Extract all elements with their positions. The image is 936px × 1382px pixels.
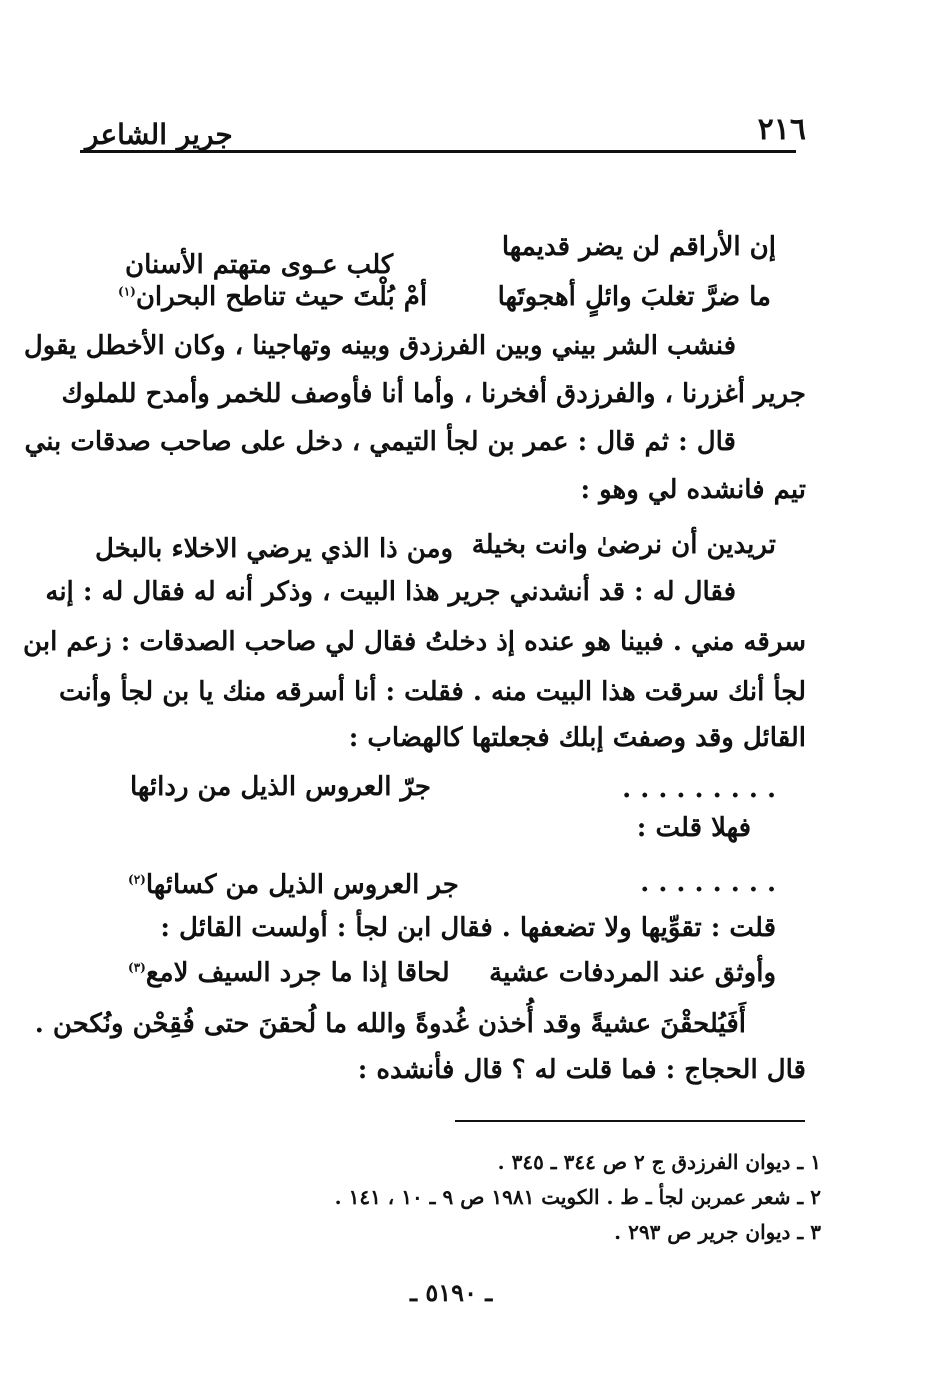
verse5-ellipsis: . . . . . . . . [640, 868, 776, 898]
paragraph3-line1: فقال له : قد أنشدني جرير هذا البيت ، وذكر أنه له فقال له : إنه [45, 577, 736, 607]
paragraph1-line2: جرير أغزرنا ، والفرزدق أفخرنا ، وأما أنا فأوصف للخمر وأمدح للملوك [61, 379, 806, 409]
paragraph7: قال الحجاج : فما قلت له ؟ قال فأنشده : [357, 1055, 806, 1085]
verse6-text: لحاقا إذا ما جرد السيف لامع [145, 958, 450, 988]
footnote-ref-3: (٣) [128, 960, 146, 975]
verse2-first-hemistich: ما ضرَّ تغلبَ وائلٍ أهجوتَها [497, 282, 771, 312]
footnote-ref-2: (٢) [128, 872, 146, 887]
footnote-2: ٢ ـ شعر عمربن لجأ ـ ط . الكويت ١٩٨١ ص ٩ ـ ١٠ ، ١٤١ . [334, 1185, 821, 1209]
verse3-second-hemistich: ومن ذا الذي يرضي الاخلاء بالبخل [95, 534, 454, 564]
paragraph6: أَفَيُلحقْنَ عشيةً وقد أُخذن غُدوةً والله ما لُحقنَ حتى فُقِحْن ونُكحن . [34, 1009, 746, 1039]
footnote-rule [455, 1120, 805, 1122]
header-rule [80, 150, 796, 153]
page-index: ـ ٥١٩٠ ـ [410, 1278, 493, 1307]
running-title: جرير الشاعر [85, 118, 233, 151]
paragraph3-line2: سرقه مني . فبينا هو عنده إذ دخلتُ فقال لي صاحب الصدقات : زعم ابن [23, 627, 806, 657]
verse5-second-hemistich [128, 870, 459, 900]
verse2-text: أمْ بُلْتَ حيث تناطح البحران [135, 282, 428, 312]
footnote-1: ١ ـ ديوان الفرزدق ج ٢ ص ٣٤٤ ـ ٣٤٥ . [497, 1150, 821, 1174]
verse4-ellipsis: . . . . . . . . . [622, 774, 776, 804]
page-number: ٢١٦ [757, 112, 806, 147]
verse1-second-hemistich: كلب عـوى متهتم الأسنان [125, 250, 394, 280]
paragraph3-line3: لجأ أنك سرقت هذا البيت منه . فقلت : أنا أسرقه منك يا بن لجأ وأنت [58, 677, 806, 707]
verse6-second-hemistich [128, 958, 450, 988]
footnote-3: ٣ ـ ديوان جرير ص ٢٩٣ . [614, 1220, 821, 1244]
verse3-first-hemistich: تريدين أن نرضىٰ وانت بخيلة [471, 530, 776, 560]
footnote-ref-1: (١) [118, 284, 136, 299]
paragraph2-line2: تيم فانشده لي وهو : [580, 475, 806, 505]
paragraph1-line1: فنشب الشر بيني وبين الفرزدق وبينه وتهاجينا ، وكان الأخطل يقول [23, 331, 736, 361]
verse6-first-hemistich: وأوثق عند المردفات عشية [489, 958, 776, 988]
paragraph4: فهلا قلت : [636, 813, 751, 843]
verse5-text: جر العروس الذيل من كسائها [145, 870, 459, 900]
verse2-second-hemistich [118, 282, 427, 312]
verse1-first-hemistich: إن الأراقم لن يضر قديمها [501, 232, 776, 262]
paragraph2-line1: قال : ثم قال : عمر بن لجأ التيمي ، دخل على صاحب صدقات بني [24, 427, 736, 457]
paragraph5: قلت : تقوِّيها ولا تضعفها . فقال ابن لجأ : أولست القائل : [160, 913, 776, 943]
verse4-second-hemistich: جرّ العروس الذيل من ردائها [130, 772, 431, 802]
paragraph3-line4: القائل وقد وصفتَ إبلك فجعلتها كالهضاب : [348, 723, 806, 753]
